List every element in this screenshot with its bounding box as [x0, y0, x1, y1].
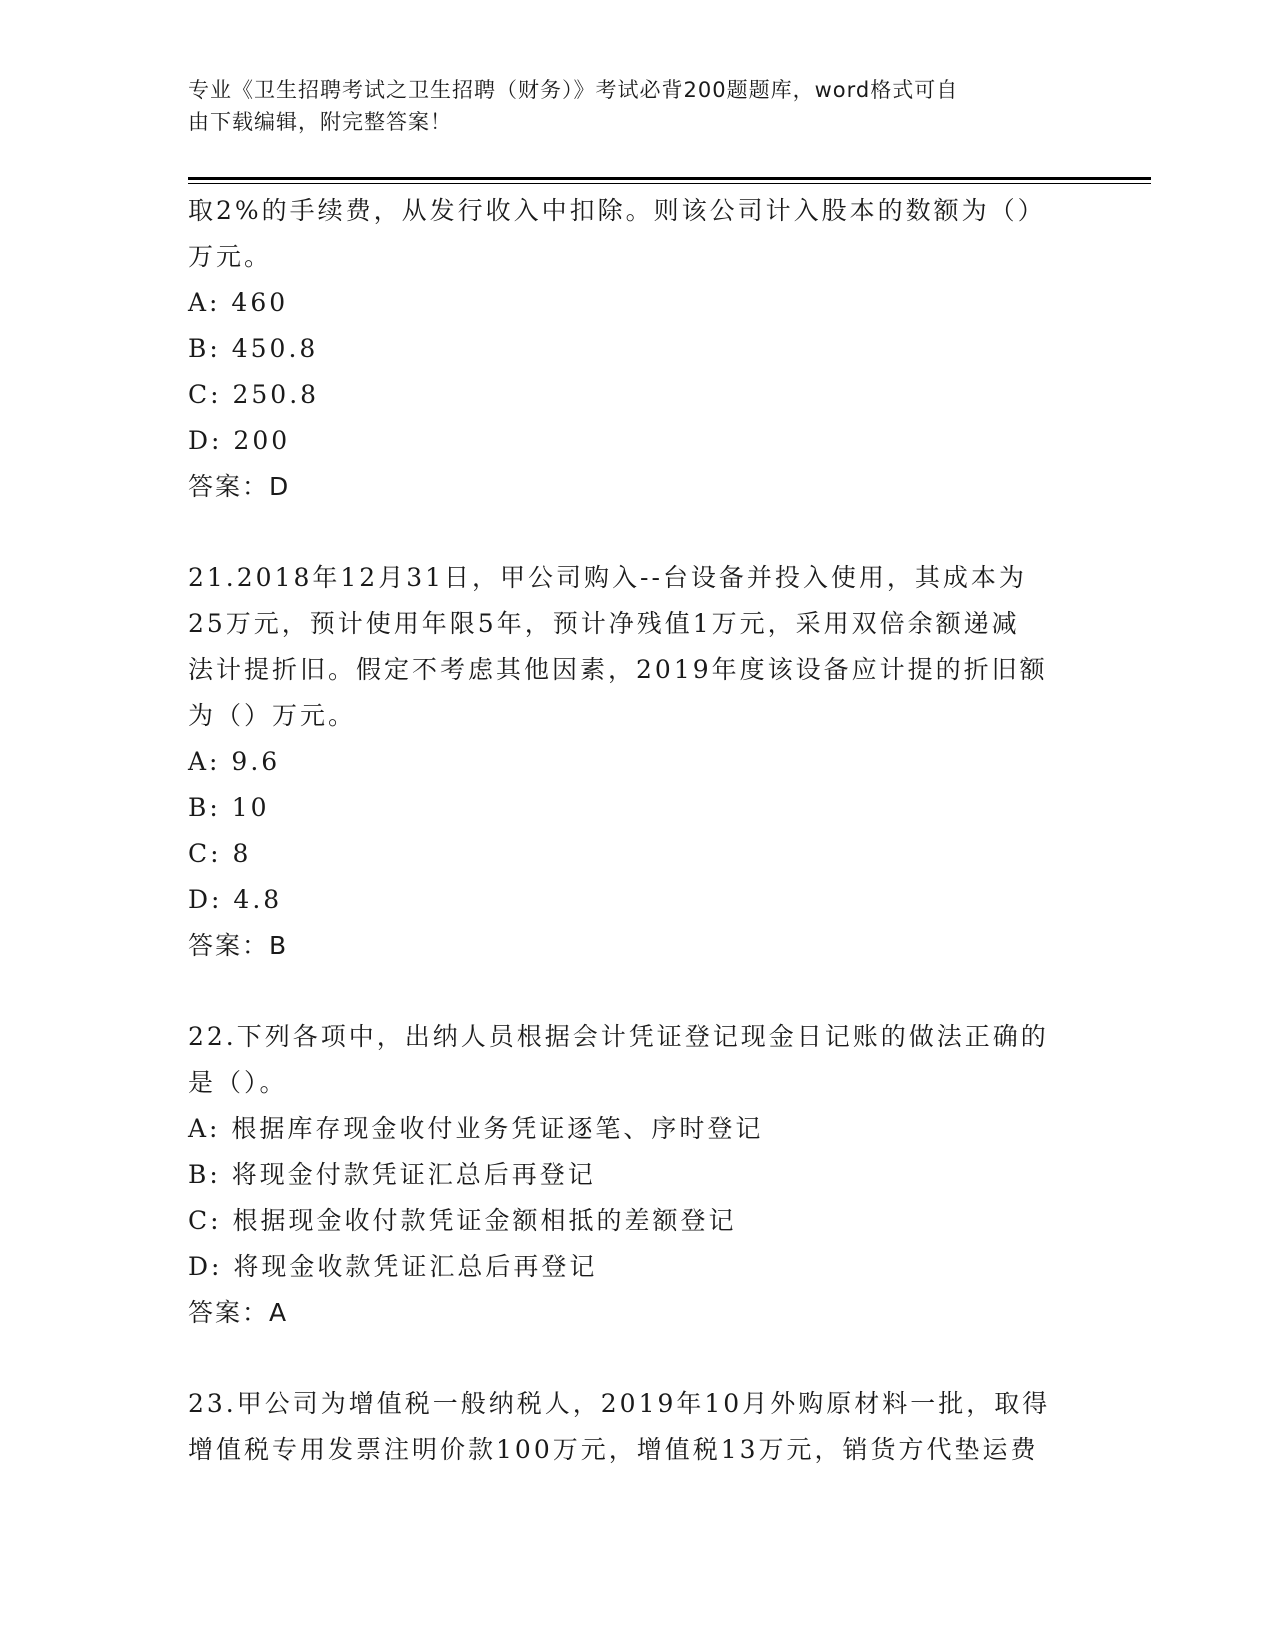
option-a: A: 9.6	[188, 747, 281, 776]
spacer	[188, 1336, 1088, 1381]
option-c: C: 250.8	[188, 380, 320, 409]
question-text-line: 25万元，预计使用年限5年，预计净残值1万元，采用双倍余额递减	[188, 609, 1020, 638]
header-divider-thin	[188, 183, 1151, 184]
answer-label: 答案：B	[188, 931, 289, 960]
header-line-1: 专业《卫生招聘考试之卫生招聘（财务）》考试必背200题题库，word格式可自	[188, 78, 959, 102]
spacer	[188, 510, 1088, 555]
answer-label: 答案：D	[188, 472, 291, 501]
question-text-line: 增值税专用发票注明价款100万元，增值税13万元，销货方代垫运费	[188, 1435, 1039, 1464]
option-c: C: 8	[188, 839, 252, 868]
question-text-line: 为（）万元。	[188, 701, 357, 730]
option-a: A: 460	[188, 288, 289, 317]
option-b: B: 450.8	[188, 334, 319, 363]
answer-label: 答案：A	[188, 1298, 289, 1327]
question-21	[188, 555, 1088, 969]
option-d: D: 4.8	[188, 885, 283, 914]
option-c: C: 根据现金收付款凭证金额相抵的差额登记	[188, 1206, 737, 1235]
header-divider-thick	[188, 177, 1151, 180]
question-text-line: 22.下列各项中，出纳人员根据会计凭证登记现金日记账的做法正确的	[188, 1022, 1049, 1051]
question-22	[188, 1014, 1088, 1336]
header-line-2: 由下载编辑，附完整答案！	[188, 110, 452, 134]
option-d: D: 将现金收款凭证汇总后再登记	[188, 1252, 598, 1281]
question-text-line: 21.2018年12月31日，甲公司购入--台设备并投入使用，其成本为	[188, 563, 1027, 592]
option-b: B: 将现金付款凭证汇总后再登记	[188, 1160, 596, 1189]
question-text-line: 万元。	[188, 242, 273, 271]
question-23	[188, 1381, 1088, 1473]
question-20-continued	[188, 188, 1088, 510]
question-text-line: 法计提折旧。假定不考虑其他因素，2019年度该设备应计提的折旧额	[188, 655, 1048, 684]
document-header	[188, 74, 1068, 138]
question-text-line: 取2%的手续费，从发行收入中扣除。则该公司计入股本的数额为（）	[188, 196, 1046, 225]
option-b: B: 10	[188, 793, 270, 822]
question-content	[188, 188, 1088, 1473]
question-text-line: 是（）。	[188, 1068, 288, 1097]
question-text-line: 23.甲公司为增值税一般纳税人，2019年10月外购原材料一批，取得	[188, 1389, 1051, 1418]
spacer	[188, 969, 1088, 1014]
option-a: A: 根据库存现金收付业务凭证逐笔、序时登记	[188, 1114, 764, 1143]
option-d: D: 200	[188, 426, 291, 455]
